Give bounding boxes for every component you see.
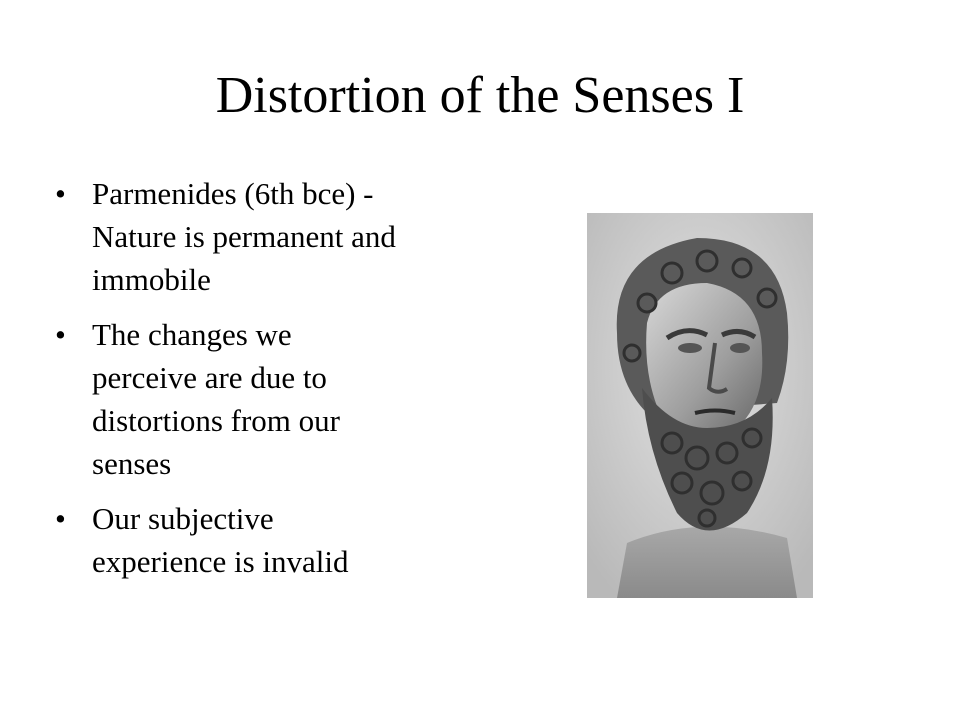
bullet-line: distortions from our xyxy=(92,403,340,438)
bullet-line: immobile xyxy=(92,262,211,297)
bullet-item xyxy=(55,497,455,583)
bullet-marker: • xyxy=(55,501,66,536)
bust-illustration xyxy=(587,213,813,598)
bullet-line: perceive are due to xyxy=(92,360,327,395)
slide-title: Distortion of the Senses I xyxy=(215,67,745,124)
bullet-line: Parmenides (6th bce) - xyxy=(92,176,374,211)
parmenides-bust-image xyxy=(587,213,813,598)
bullet-list xyxy=(55,172,455,595)
bullet-item xyxy=(55,172,455,301)
bullet-line: Our subjective xyxy=(92,501,274,536)
bullet-marker: • xyxy=(55,176,66,211)
bullet-line: experience is invalid xyxy=(92,544,349,579)
bullet-line: senses xyxy=(92,446,172,481)
bullet-line: The changes we xyxy=(92,317,292,352)
bullet-item xyxy=(55,313,455,485)
bullet-line: Nature is permanent and xyxy=(92,219,396,254)
bullet-marker: • xyxy=(55,317,66,352)
